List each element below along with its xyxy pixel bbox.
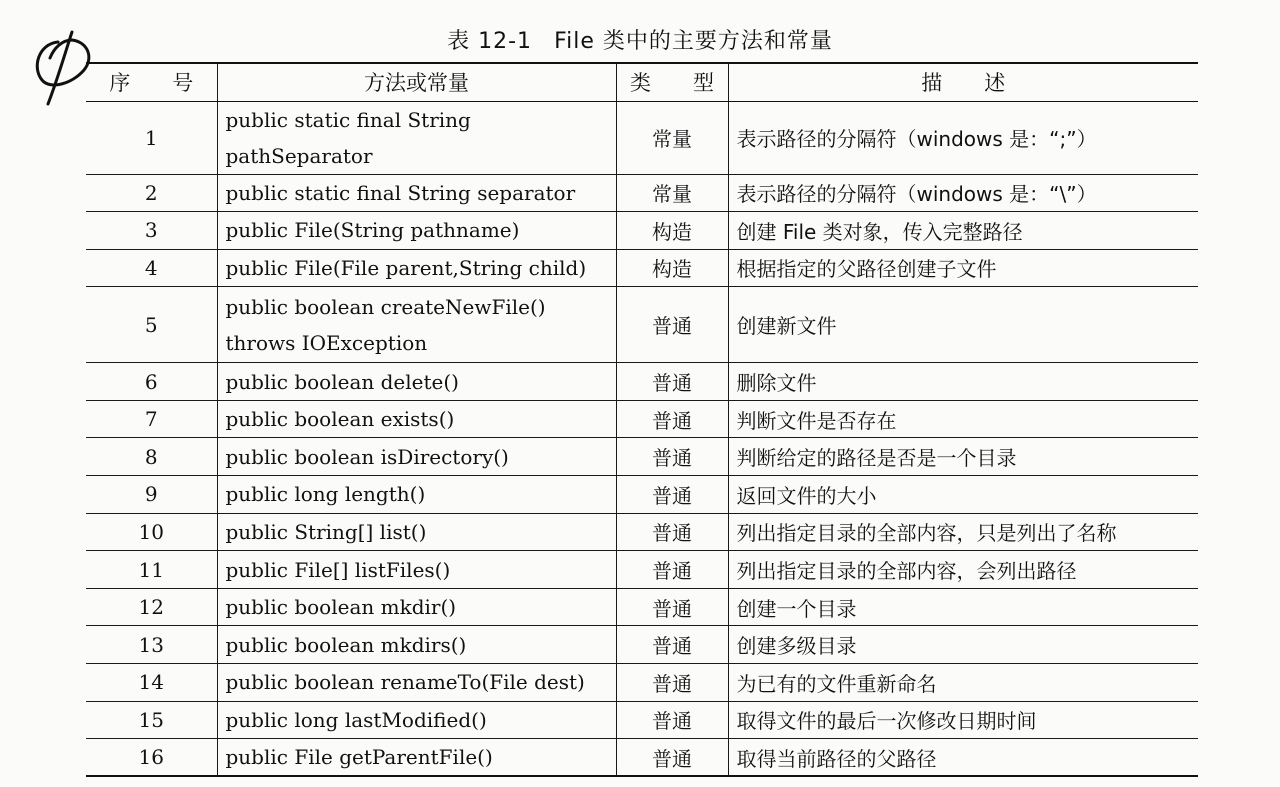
row-desc: 列出指定目录的全部内容，会列出路径 <box>728 551 1198 589</box>
row-kind: 普通 <box>616 438 728 476</box>
row-method: public File(String pathname) <box>217 212 616 250</box>
row-kind: 普通 <box>616 739 728 777</box>
row-method: public static final String separator <box>217 174 616 212</box>
row-method: public long lastModified() <box>217 701 616 739</box>
row-desc: 表示路径的分隔符（windows 是：“;”） <box>728 101 1198 174</box>
row-method: public boolean exists() <box>217 400 616 438</box>
table-row <box>86 664 1198 702</box>
row-kind: 构造 <box>616 212 728 250</box>
row-kind: 普通 <box>616 664 728 702</box>
row-kind: 常量 <box>616 174 728 212</box>
row-desc: 创建多级目录 <box>728 626 1198 664</box>
row-kind: 普通 <box>616 701 728 739</box>
row-desc: 取得当前路径的父路径 <box>728 739 1198 777</box>
row-desc: 返回文件的大小 <box>728 476 1198 514</box>
row-method: public File[] listFiles() <box>217 551 616 589</box>
row-method: public File(File parent,String child) <box>217 249 616 287</box>
table-row <box>86 212 1198 250</box>
table-row <box>86 438 1198 476</box>
row-desc: 创建新文件 <box>728 287 1198 363</box>
header-desc: 描 述 <box>728 63 1198 101</box>
row-seq: 16 <box>86 739 217 777</box>
header-seq: 序 号 <box>86 63 217 101</box>
row-seq: 2 <box>86 174 217 212</box>
row-seq: 13 <box>86 626 217 664</box>
table-row <box>86 174 1198 212</box>
row-method: public boolean isDirectory() <box>217 438 616 476</box>
row-method: public boolean delete() <box>217 363 616 401</box>
row-seq: 6 <box>86 363 217 401</box>
row-kind: 普通 <box>616 363 728 401</box>
row-seq: 5 <box>86 287 217 363</box>
row-method: public boolean mkdirs() <box>217 626 616 664</box>
row-kind: 普通 <box>616 476 728 514</box>
table-row <box>86 701 1198 739</box>
row-seq: 10 <box>86 513 217 551</box>
row-seq: 1 <box>86 101 217 174</box>
row-method: public boolean renameTo(File dest) <box>217 664 616 702</box>
row-desc: 创建一个目录 <box>728 588 1198 626</box>
row-seq: 15 <box>86 701 217 739</box>
row-desc: 表示路径的分隔符（windows 是：“\”） <box>728 174 1198 212</box>
row-desc: 判断文件是否存在 <box>728 400 1198 438</box>
row-kind: 构造 <box>616 249 728 287</box>
row-method: public long length() <box>217 476 616 514</box>
row-seq: 3 <box>86 212 217 250</box>
row-kind: 常量 <box>616 101 728 174</box>
row-kind: 普通 <box>616 400 728 438</box>
row-method: public String[] list() <box>217 513 616 551</box>
row-desc: 根据指定的父路径创建子文件 <box>728 249 1198 287</box>
row-desc: 为已有的文件重新命名 <box>728 664 1198 702</box>
table-row <box>86 513 1198 551</box>
row-kind: 普通 <box>616 626 728 664</box>
row-seq: 12 <box>86 588 217 626</box>
table-row <box>86 249 1198 287</box>
table-row <box>86 476 1198 514</box>
row-seq: 11 <box>86 551 217 589</box>
file-methods-table <box>86 62 1198 777</box>
table-caption-title: File 类中的主要方法和常量 <box>554 29 833 54</box>
table-caption <box>0 24 1280 55</box>
table-row <box>86 551 1198 589</box>
table-row <box>86 287 1198 363</box>
table-row <box>86 739 1198 777</box>
row-desc: 删除文件 <box>728 363 1198 401</box>
table-header-row <box>86 63 1198 101</box>
row-desc: 列出指定目录的全部内容，只是列出了名称 <box>728 513 1198 551</box>
row-method: public boolean createNewFile() throws IOException <box>217 287 616 363</box>
row-kind: 普通 <box>616 588 728 626</box>
row-kind: 普通 <box>616 513 728 551</box>
table-caption-number: 表 12-1 <box>447 29 533 54</box>
row-desc: 创建 File 类对象，传入完整路径 <box>728 212 1198 250</box>
row-method: public File getParentFile() <box>217 739 616 777</box>
row-desc: 判断给定的路径是否是一个目录 <box>728 438 1198 476</box>
row-seq: 9 <box>86 476 217 514</box>
table-row <box>86 400 1198 438</box>
row-kind: 普通 <box>616 287 728 363</box>
row-seq: 8 <box>86 438 217 476</box>
table-row <box>86 626 1198 664</box>
row-kind: 普通 <box>616 551 728 589</box>
table-row <box>86 101 1198 174</box>
header-method: 方法或常量 <box>217 63 616 101</box>
row-method: public static final String pathSeparator <box>217 101 616 174</box>
row-desc: 取得文件的最后一次修改日期时间 <box>728 701 1198 739</box>
table-row <box>86 363 1198 401</box>
header-kind: 类 型 <box>616 63 728 101</box>
row-method: public boolean mkdir() <box>217 588 616 626</box>
row-seq: 4 <box>86 249 217 287</box>
row-seq: 7 <box>86 400 217 438</box>
row-seq: 14 <box>86 664 217 702</box>
table-row <box>86 588 1198 626</box>
